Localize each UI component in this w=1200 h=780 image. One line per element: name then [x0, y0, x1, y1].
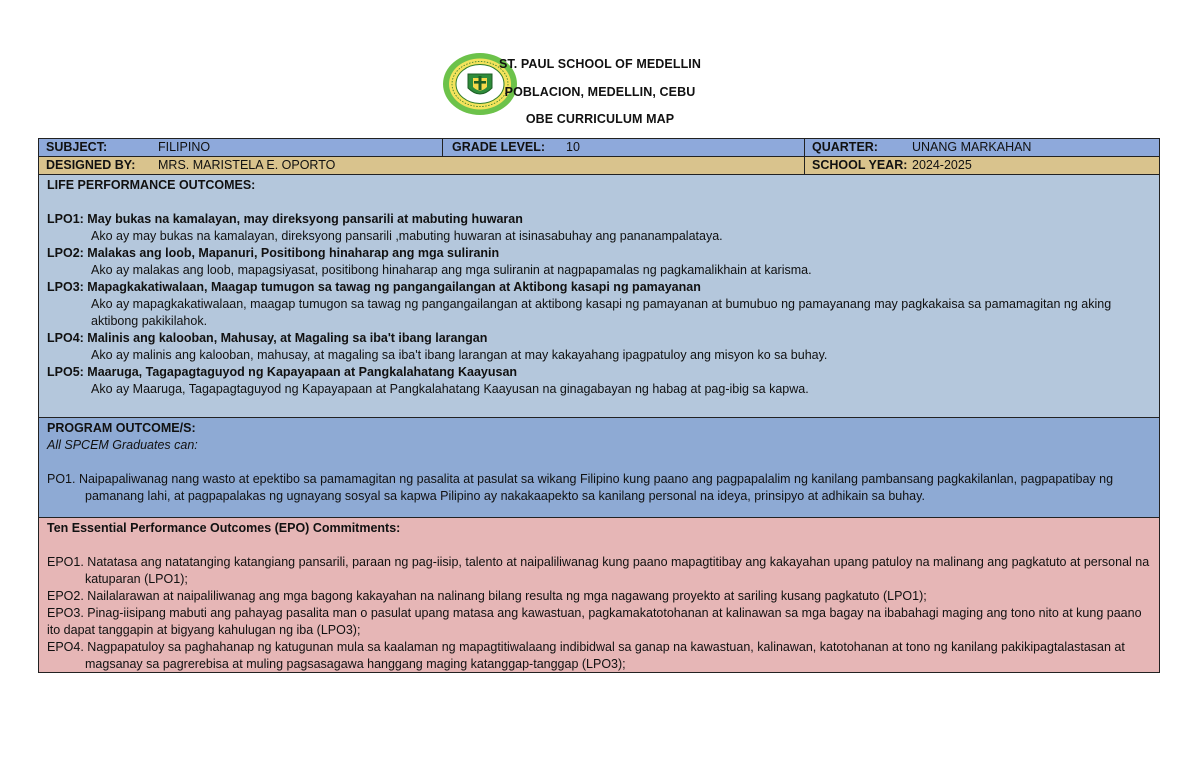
subject-value: FILIPINO [158, 140, 211, 154]
lpo3-title: LPO3: Mapagkakatiwalaan, Maagap tumugon sa tawag ng pangangailangan at Aktibong kasapi ng pamayanan [47, 280, 701, 294]
info-row-subject [38, 138, 1160, 157]
lpo1-desc: Ako ay may bukas na kamalayan, direksyong pansarili ,mabuting huwaran at isinasabuhay ang pananampalataya. [91, 229, 723, 243]
lpo4-title: LPO4: Malinis ang kalooban, Mahusay, at Magaling sa iba't ibang larangan [47, 331, 488, 345]
program-outcomes [38, 418, 1160, 518]
subject-cell [39, 139, 442, 156]
epo2-text: EPO2. Nailalarawan at naipaliliwanag ang mga bagong kakayahan na nalinang bilang resulta ng mga nagawang proyekto at sariling kusang pagkatuto (LPO1); [47, 589, 927, 603]
quarter-label: QUARTER: [812, 140, 878, 154]
lpo5-desc: Ako ay Maaruga, Tagapagtaguyod ng Kapayapaan at Pangkalahatang Kaayusan na ginagabayan ng habag at pag-ibig sa kapwa. [91, 382, 809, 396]
grade-cell [442, 139, 804, 156]
po-subheading: All SPCEM Graduates can: [47, 438, 198, 452]
quarter-cell [804, 139, 1159, 156]
po1-text: PO1. Naipapaliwanag nang wasto at epektibo sa pamamagitan ng pasalita at pasulat sa wikang Filipino kung paano ang pagpapalalim ng kanilang pambansang pagkakilanlan, pagpapatibay ng pamanang lahi, at pagpapalakas ng ugnayang sosyal sa kapwa Pilipino ay nakakaapekto sa kanilang personal na ideya, prinsipyo at adhikain sa buhay. [47, 472, 1114, 503]
designer-cell [39, 157, 804, 174]
lpo2-title: LPO2: Malakas ang loob, Mapanuri, Positibong hinaharap ang mga suliranin [47, 246, 500, 260]
quarter-value: UNANG MARKAHAN [912, 140, 1032, 154]
lpo4-desc: Ako ay malinis ang kalooban, mahusay, at magaling sa iba't ibang larangan at may kakayahang ipagpatuloy ang misyon ko sa buhay. [91, 348, 828, 362]
document-header [0, 0, 1200, 140]
year-value: 2024-2025 [912, 158, 972, 172]
lpo-heading: LIFE PERFORMANCE OUTCOMES: [47, 178, 256, 192]
grade-label: GRADE LEVEL: [452, 140, 546, 154]
lpo2-desc: Ako ay malakas ang loob, mapagsiyasat, positibong hinaharap ang mga suliranin at nagpapamalas ng pagkamalikhain at karisma. [91, 263, 812, 277]
epo-heading: Ten Essential Performance Outcomes (EPO) Commitments: [47, 521, 401, 535]
designer-label: DESIGNED BY: [46, 158, 136, 172]
lpo3-desc: Ako ay mapagkakatiwalaan, maagap tumugon sa tawag ng pangangailangan at aktibong kasapi ng pamayanan at bumubuo ng pamayanang may pagkakaisa sa pamamagitan ng aking aktibong pakikilahok. [91, 297, 1112, 328]
document-title: OBE CURRICULUM MAP [525, 112, 675, 126]
curriculum-map-table [38, 138, 1160, 673]
epo4-text: EPO4. Nagpapatuloy sa paghahanap ng katugunan mula sa kaalaman ng mapagtitiwalaang indibidwal sa ganap na kawastuan, kalinawan, katotohanan at tono ng kanilang pakikipagtalastasan at magsanay sa pagrerebisa at muling pagsasagawa hanggang maging katanggap-tanggap (LPO3); [47, 640, 1125, 671]
lpo1-title: LPO1: May bukas na kamalayan, may direksyong pansarili at mabuting huwaran [47, 212, 523, 226]
subject-label: SUBJECT: [46, 140, 108, 154]
year-label: SCHOOL YEAR: [812, 158, 908, 172]
grade-value: 10 [566, 140, 580, 154]
designer-value: MRS. MARISTELA E. OPORTO [158, 158, 336, 172]
lpo5-title: LPO5: Maaruga, Tagapagtaguyod ng Kapayapaan at Pangkalahatang Kaayusan [47, 365, 518, 379]
epo1-text: EPO1. Natatasa ang natatanging katangiang pansarili, paraan ng pag-iisip, talento at naipaliliwanag kung paano mapagtitibay ang kakayahan upang patuloy na malinang ang pagkatuto at personal na katuparan (LPO1); [47, 555, 1150, 586]
essential-performance-outcomes [38, 518, 1160, 673]
school-name: ST. PAUL SCHOOL OF MEDELLIN [498, 57, 702, 71]
po-heading: PROGRAM OUTCOME/S: [47, 421, 196, 435]
life-performance-outcomes [38, 175, 1160, 418]
info-row-designer [38, 157, 1160, 175]
epo3-text: EPO3. Pinag-iisipang mabuti ang pahayag pasalita man o pasulat upang matasa ang kawastuan, pagkamakatotohanan at kalinawan sa mga bagay na ibabahagi maging ang tono nito at kung paano ito dapat tanggapin at bigyang kahulugan ng iba (LPO3); [47, 606, 1142, 637]
year-cell [804, 157, 1159, 174]
school-address: POBLACION, MEDELLIN, CEBU [504, 85, 696, 99]
